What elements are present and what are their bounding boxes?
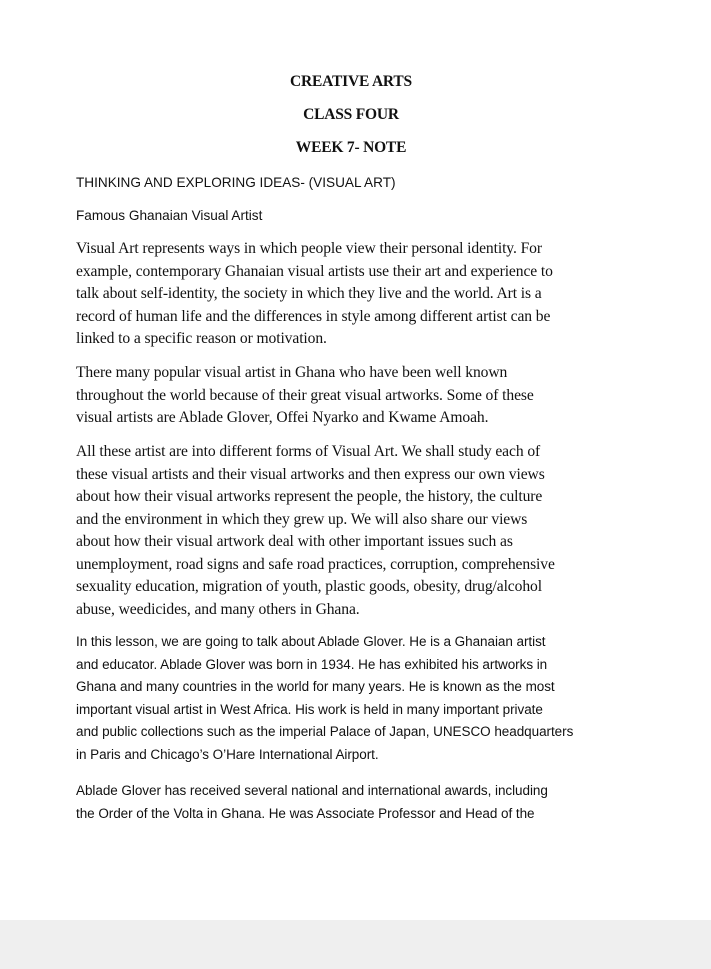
paragraph-line: the Order of the Volta in Ghana. He was Associate Professor and Head of the [76,805,535,821]
subject-title: CREATIVE ARTS [290,73,412,90]
paragraph-line: in Paris and Chicago’s O’Hare International Airport. [76,746,379,762]
paragraph-line: abuse, weedicides, and many others in Ghana. [76,600,360,618]
paragraph-line: All these artist are into different forms of Visual Art. We shall study each of [76,443,541,460]
paragraph-line: Ablade Glover has received several national and international awards, including [76,783,548,798]
paragraph-line: linked to a specific reason or motivation. [76,330,327,347]
paragraph-line: record of human life and the differences in style among different artist can be [76,307,551,325]
paragraph-line: Visual Art represents ways in which people view their personal identity. For [76,240,542,257]
class-title: CLASS FOUR [303,106,399,123]
subtopic-heading: Famous Ghanaian Visual Artist [76,208,263,223]
paragraph-line: important visual artist in West Africa. His work is held in many important private [76,701,543,717]
paragraph-ablade-glover [76,631,636,766]
paragraph-intro [76,238,636,351]
paragraph-line: visual artists are Ablade Glover, Offei Nyarko and Kwame Amoah. [76,409,489,426]
paragraph-line: about how their visual artworks represent the people, the history, the culture [76,488,543,505]
paragraph-line: these visual artists and their visual artworks and then express our own views [76,465,545,483]
paragraph-forms-of-art [76,441,636,621]
paragraph-line: example, contemporary Ghanaian visual artists use their art and experience to [76,262,553,280]
paragraph-line: talk about self-identity, the society in which they live and the world. Art is a [76,285,542,302]
paragraph-line: about how their visual artwork deal with other important issues such as [76,533,513,550]
paragraph-line: There many popular visual artist in Ghana who have been well known [76,364,508,381]
paragraph-line: and public collections such as the imperial Palace of Japan, UNESCO headquarters [76,724,574,739]
document-header [0,71,702,170]
paragraph-popular-artists [76,362,636,430]
paragraph-line: sexuality education, migration of youth, plastic goods, obesity, drug/alcohol [76,578,542,595]
week-title: WEEK 7- NOTE [295,139,407,156]
paragraph-line: unemployment, road signs and safe road practices, corruption, comprehensive [76,555,555,573]
paragraph-line: throughout the world because of their great visual artworks. Some of these [76,386,534,404]
paragraph-line: and educator. Ablade Glover was born in 1934. He has exhibited his artworks in [76,656,548,672]
paragraph-awards [76,780,636,825]
topic-heading: THINKING AND EXPLORING IDEAS- (VISUAL ART) [76,175,396,190]
paragraph-line: In this lesson, we are going to talk about Ablade Glover. He is a Ghanaian artist [76,634,546,649]
paragraph-line: and the environment in which they grew up. We will also share our views [76,510,528,528]
paragraph-line: Ghana and many countries in the world for many years. He is known as the most [76,679,555,694]
